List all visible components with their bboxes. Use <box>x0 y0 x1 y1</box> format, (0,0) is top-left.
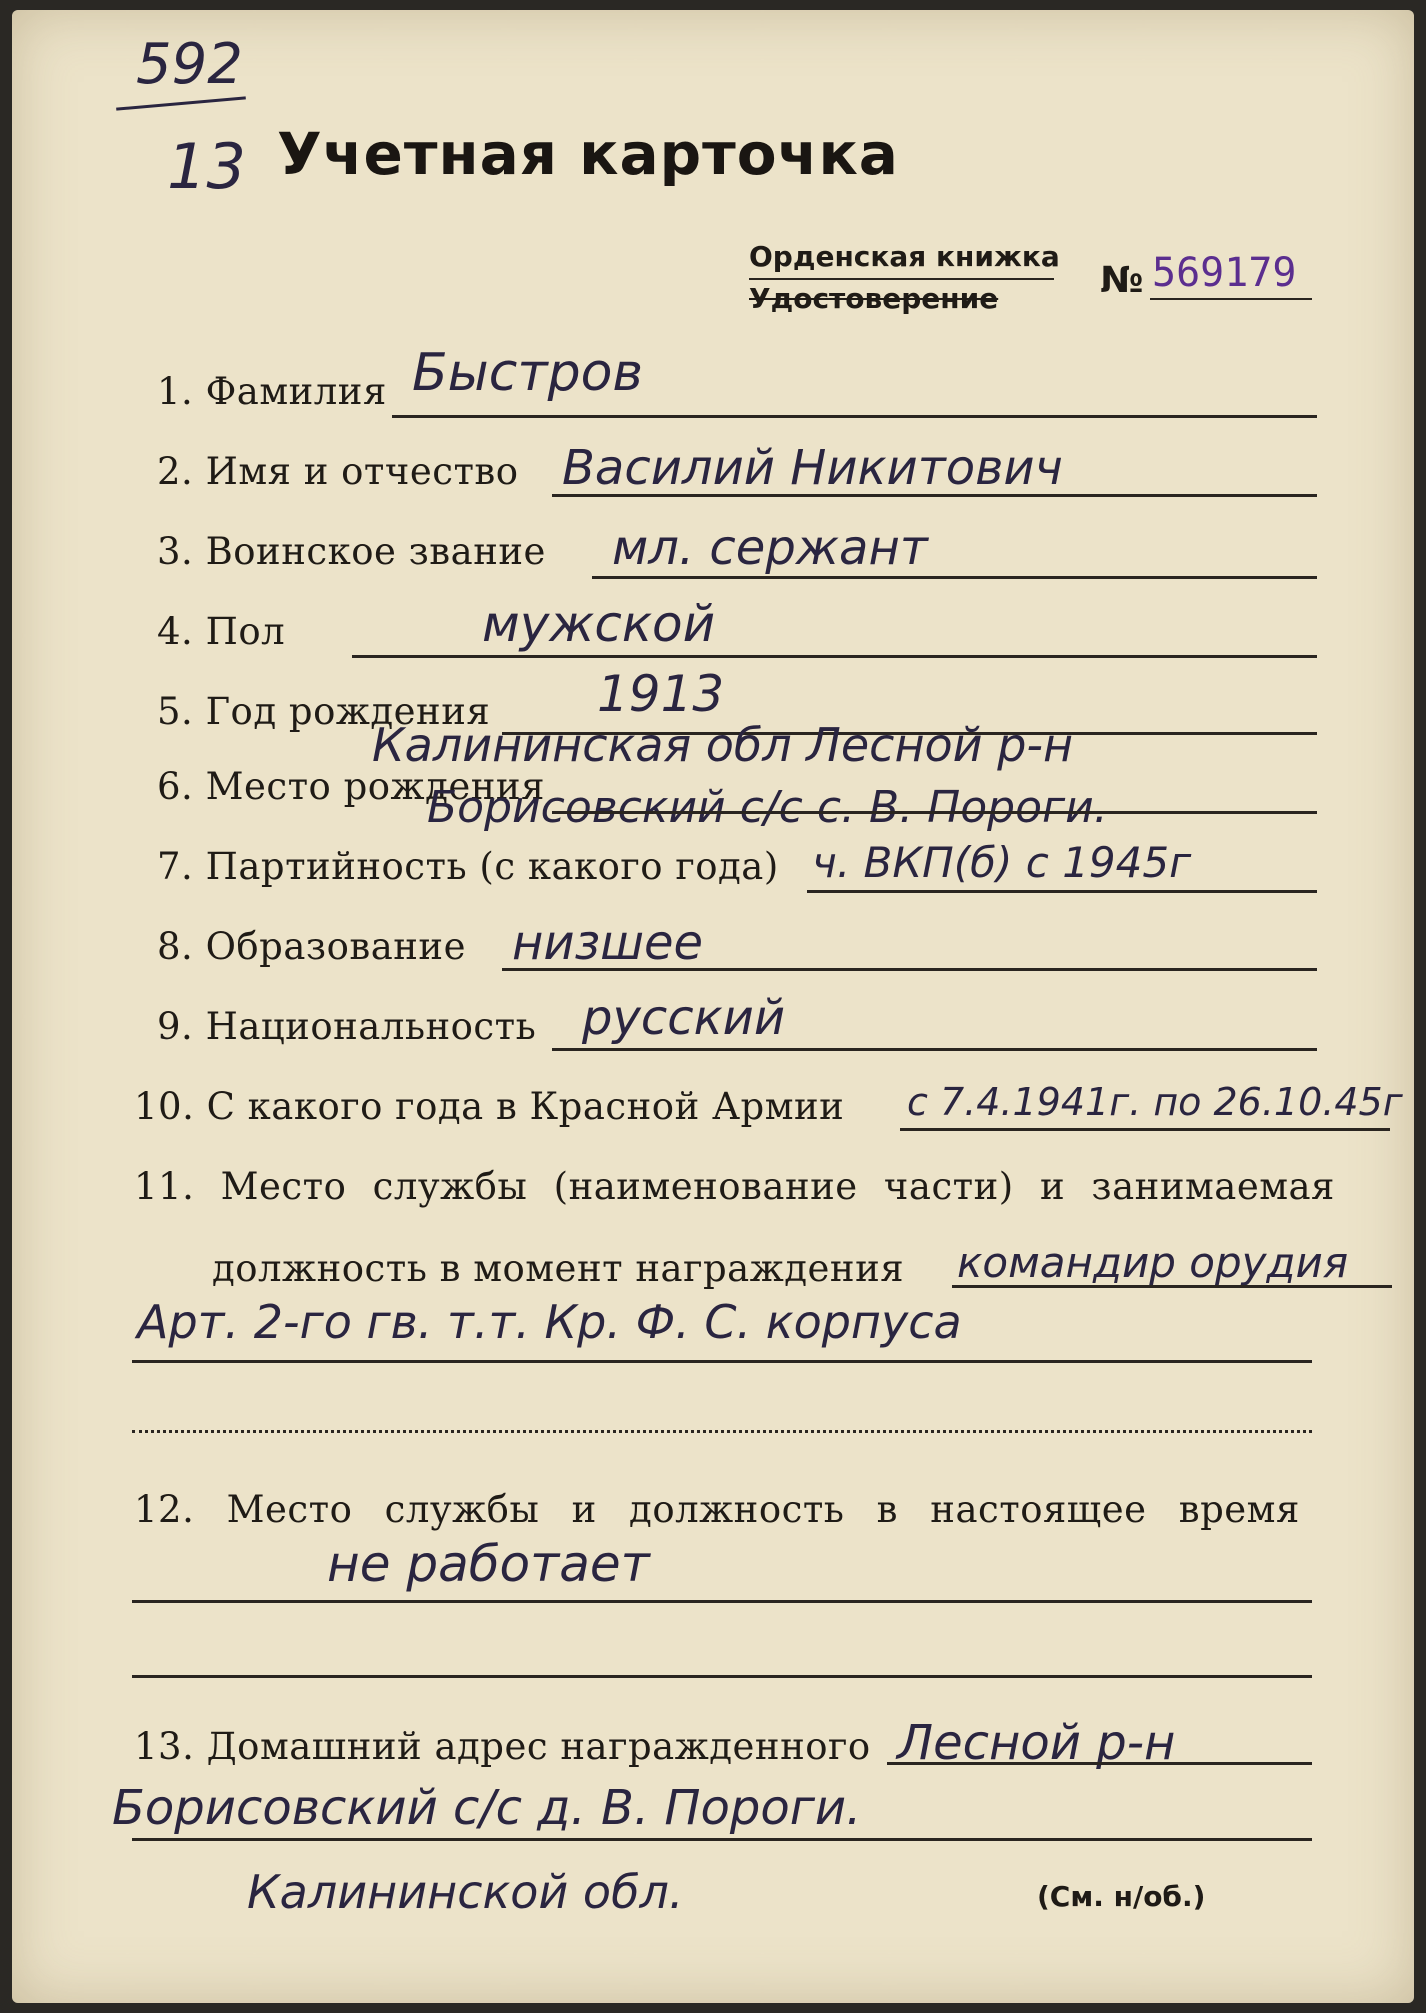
line-home-address-2 <box>132 1838 1312 1841</box>
label-army-since: 10. С какого года в Красной Армии <box>134 1085 845 1128</box>
line-rank <box>592 576 1317 579</box>
number-value: 569179 <box>1152 250 1297 296</box>
line-name <box>552 494 1317 497</box>
line-service-1 <box>952 1285 1392 1288</box>
value-party: ч. ВКП(б) с 1945г <box>812 838 1192 887</box>
record-card <box>12 10 1414 2003</box>
value-home-address-2: Борисовский с/с д. В. Пороги. <box>112 1780 862 1836</box>
line-birthplace <box>552 811 1317 814</box>
value-name: Василий Никитович <box>562 440 1063 496</box>
line-sex <box>352 655 1317 658</box>
value-army-since: с 7.4.1941г. по 26.10.45г <box>907 1080 1403 1124</box>
line-service-3 <box>132 1430 1312 1433</box>
line-current-service-1 <box>132 1600 1312 1603</box>
label-nationality: 9. Национальность <box>157 1005 537 1048</box>
card-number-bottom: 13 <box>167 130 246 203</box>
value-sex: мужской <box>482 595 716 653</box>
label-current-service: 12. Место службы и должность в настоящее время <box>134 1488 1300 1531</box>
label-name: 2. Имя и отчество <box>157 450 519 493</box>
line-current-service-2 <box>132 1675 1312 1678</box>
label-home-address: 13. Домашний адрес награжденного <box>134 1725 871 1768</box>
label-rank: 3. Воинское звание <box>157 530 546 573</box>
number-underline <box>1150 298 1312 300</box>
number-label: № <box>1100 260 1144 301</box>
line-nationality <box>552 1048 1317 1051</box>
book-type-underline <box>749 278 1054 280</box>
line-surname <box>392 415 1317 418</box>
book-type: Орденская книжка <box>749 240 1060 273</box>
see-reverse-note: (См. н/об.) <box>1037 1880 1206 1913</box>
label-sex: 4. Пол <box>157 610 286 653</box>
line-education <box>502 968 1317 971</box>
line-service-2 <box>132 1360 1312 1363</box>
label-service-1: 11. Место службы (наименование части) и занимаемая <box>134 1165 1335 1208</box>
value-service-1: командир орудия <box>957 1238 1349 1287</box>
label-education: 8. Образование <box>157 925 466 968</box>
line-home-address-1 <box>887 1762 1312 1765</box>
label-party: 7. Партийность (с какого года) <box>157 845 779 888</box>
page-title: Учетная карточка <box>277 120 899 188</box>
value-education: низшее <box>512 915 704 971</box>
label-surname: 1. Фамилия <box>157 370 387 413</box>
value-home-address-3: Калининской обл. <box>247 1865 684 1919</box>
value-nationality: русский <box>582 990 786 1046</box>
line-party <box>807 890 1317 893</box>
card-number-top: 592 <box>136 32 243 97</box>
value-home-address-1: Лесной р-н <box>897 1715 1176 1771</box>
value-rank: мл. сержант <box>612 520 928 576</box>
value-current-service: не работает <box>327 1535 650 1593</box>
value-birth-year: 1913 <box>597 665 725 723</box>
value-birthplace-2: Борисовский с/с с. В. Пороги. <box>427 782 1108 833</box>
fraction-bar <box>116 96 246 110</box>
label-service-2: должность в момент награждения <box>212 1247 905 1290</box>
value-surname: Быстров <box>412 343 644 403</box>
value-birthplace-1: Калининская обл Лесной р-н <box>372 718 1074 772</box>
book-type-struck: Удостоверение <box>749 282 999 315</box>
value-service-2: Арт. 2-го гв. т.т. Кр. Ф. С. корпуса <box>137 1295 962 1349</box>
label-birth-year: 5. Год рождения <box>157 690 491 733</box>
line-army-since <box>900 1128 1390 1131</box>
label-birthplace: 6. Место рождения <box>157 765 545 808</box>
